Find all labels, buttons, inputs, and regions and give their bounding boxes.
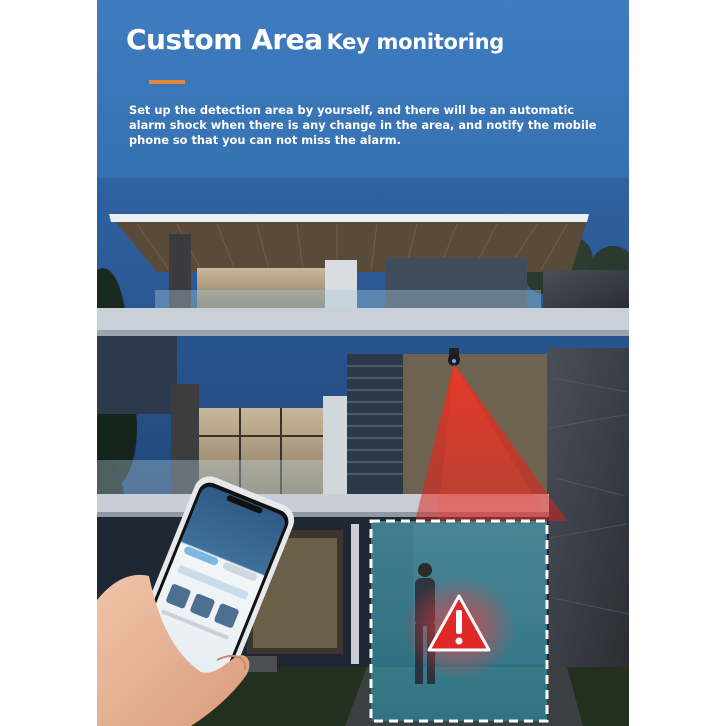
feature-description: Set up the detection area by yourself, and there will be an automatic alarm shock when there is any change in the area, and notify the mobile phone so that you can not miss the alarm. xyxy=(129,103,597,147)
title-main: Custom Area xyxy=(126,23,323,56)
title-accent-bar xyxy=(149,80,185,84)
product-banner xyxy=(97,0,629,726)
title-sub: Key monitoring xyxy=(326,30,504,54)
security-camera-icon xyxy=(448,348,460,366)
glass-balcony-top xyxy=(155,290,541,308)
banner-title xyxy=(126,22,504,54)
smartphone-icon xyxy=(97,476,347,726)
banner-header xyxy=(97,0,629,178)
